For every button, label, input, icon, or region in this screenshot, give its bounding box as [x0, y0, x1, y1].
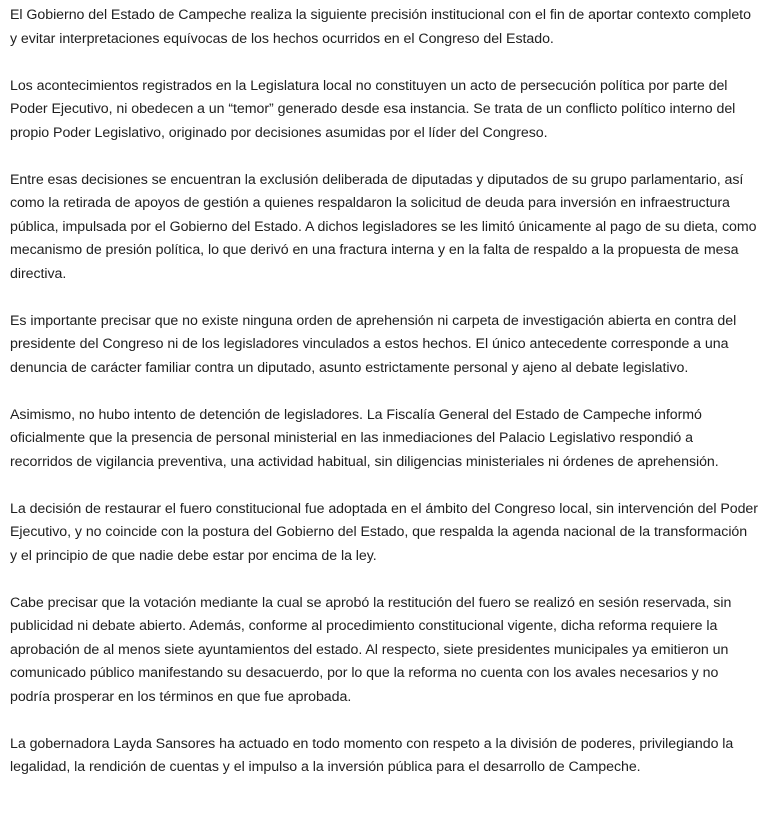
paragraph-governor-stance: La gobernadora Layda Sansores ha actuado en todo momento con respeto a la división de poderes, privilegiando la legalidad, la rendición de cuentas y el impulso a la inversión pública para el desarrollo de Campeche. [10, 735, 734, 775]
paragraph-no-detention-attempt: Asimismo, no hubo intento de detención de legisladores. La Fiscalía General del Estado de Campeche informó oficialmente que la presencia de personal ministerial en las inmediaciones del Palacio Legislativo respondió a recorridos de vigilancia preventiva, una actividad habitual, sin diligencias ministeriales ni órdenes de aprehensión. [10, 406, 719, 470]
paragraph-legislature-conflict: Los acontecimientos registrados en la Legislatura local no constituyen un acto de persecución política por parte del Poder Ejecutivo, ni obedecen a un “temor” generado desde esa instancia. Se trata de un conflicto político interno del propio Poder Legislativo, originado por decisiones asumidas por el líder del Congreso. [10, 77, 736, 141]
paragraph-no-arrest-warrant: Es importante precisar que no existe ninguna orden de aprehensión ni carpeta de investigación abierta en contra del presidente del Congreso ni de los legisladores vinculados a estos hechos. El único antecedente corresponde a una denuncia de carácter familiar contra un diputado, asunto estrictamente personal y ajeno al debate legislativo. [10, 312, 737, 376]
paragraph-intro: El Gobierno del Estado de Campeche realiza la siguiente precisión institucional con el fin de aportar contexto completo y evitar interpretaciones equívocas de los hechos ocurridos en el Congreso del Estado. [10, 7, 751, 47]
paragraph-exclusion-decisions: Entre esas decisiones se encuentran la exclusión deliberada de diputadas y diputados de su grupo parlamentario, así como la retirada de apoyos de gestión a quienes respaldaron la solicitud de deuda para inversión en infraestructura pública, impulsada por el Gobierno del Estado. A dichos legisladores se les limitó únicamente al pago de su dieta, como mecanismo de presión política, lo que derivó en una fractura interna y en la falta de respaldo a la propuesta de mesa directiva. [10, 171, 757, 282]
paragraph-reserved-session-vote: Cabe precisar que la votación mediante la cual se aprobó la restitución del fuero se realizó en sesión reservada, sin publicidad ni debate abierto. Además, conforme al procedimiento constitucional vigente, dicha reforma requiere la aprobación de al menos siete ayuntamientos del estado. Al respecto, siete presidentes municipales ya emitieron un comunicado público manifestando su desacuerdo, por lo que la reforma no cuenta con los avales necesarios y no podría prosperar en los términos en que fue aprobada. [10, 594, 732, 705]
paragraph-fuero-decision: La decisión de restaurar el fuero constitucional fue adoptada en el ámbito del Congreso local, sin intervención del Poder Ejecutivo, y no coincide con la postura del Gobierno del Estado, que respalda la agenda nacional de la transformación y el principio de que nadie debe estar por encima de la ley. [10, 500, 758, 564]
